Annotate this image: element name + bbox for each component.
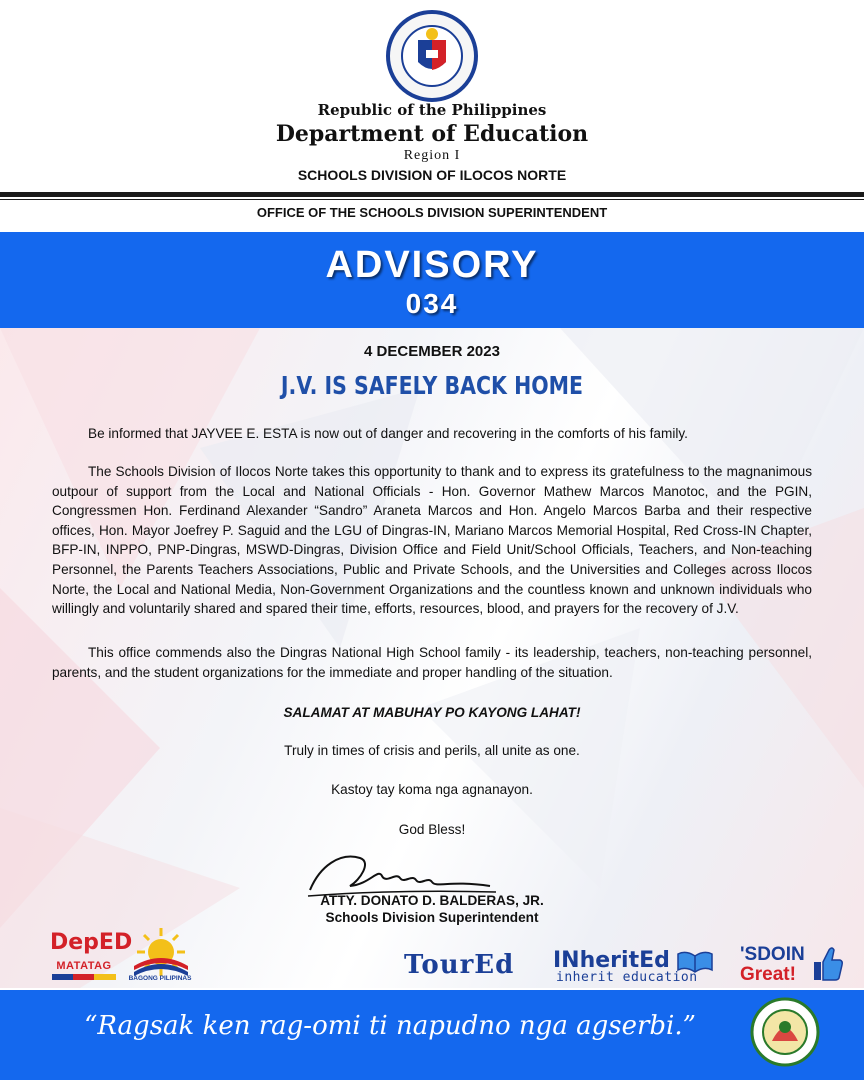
signatory-title: Schools Division Superintendent bbox=[325, 910, 539, 925]
matatag-label: MATATAG bbox=[56, 960, 112, 972]
paragraph-3: This office commends also the Dingras National High School family - its leadership, teachers, non-teaching personnel, parents, and the student organizations for the immediate and proper handling of the situation. bbox=[52, 645, 812, 680]
deped-seal-icon bbox=[376, 10, 488, 102]
inherited-logo: INheritEd bbox=[553, 948, 670, 973]
advisory-date: 4 DECEMBER 2023 bbox=[364, 343, 500, 360]
bagong-pilipinas-label: BAGONG PILIPINAS bbox=[128, 975, 192, 982]
department-name: Department of Education bbox=[275, 121, 589, 147]
advisory-number: 034 bbox=[405, 288, 459, 319]
closing-salamat: SALAMAT AT MABUHAY PO KAYONG LAHAT! bbox=[283, 705, 581, 720]
thumbs-up-icon bbox=[810, 944, 844, 984]
footer-motto: “Ragsak ken rag-omi ti napudno nga agserbi.” bbox=[84, 1011, 696, 1041]
signatory-name: ATTY. DONATO D. BALDERAS, JR. bbox=[320, 893, 544, 908]
sdo-ilocos-norte-seal-icon bbox=[750, 997, 820, 1067]
deped-logo: DepED bbox=[50, 930, 133, 955]
office-name: OFFICE OF THE SCHOOLS DIVISION SUPERINTENDENT bbox=[256, 205, 608, 220]
closing-kastoy: Kastoy tay koma nga agnanayon. bbox=[331, 782, 533, 797]
advisory-title: ADVISORY bbox=[325, 244, 539, 286]
header-divider-thin bbox=[0, 199, 864, 200]
inherited-subtitle: inherit education bbox=[556, 970, 698, 985]
division-name: SCHOOLS DIVISION OF ILOCOS NORTE bbox=[297, 167, 567, 183]
closing-truly: Truly in times of crisis and perils, all unite as one. bbox=[284, 743, 580, 758]
open-book-icon bbox=[676, 946, 714, 974]
region-line: Region I bbox=[403, 148, 461, 163]
header-divider bbox=[0, 192, 864, 197]
sdoin-logo: 'SDOIN bbox=[740, 944, 805, 965]
paragraph-1: Be informed that JAYVEE E. ESTA is now out of danger and recovering in the comforts of his family. bbox=[88, 426, 688, 441]
advisory-headline: J.V. IS SAFELY BACK HOME bbox=[280, 371, 584, 400]
republic-line: Republic of the Philippines bbox=[317, 101, 547, 119]
sdoin-great: Great! bbox=[740, 964, 796, 985]
matatag-strip bbox=[52, 974, 116, 980]
paragraph-2: The Schools Division of Ilocos Norte takes this opportunity to thank and to express its gratefulness to the magnanimous outpour of support from the Local and National Officials - Hon. Governor Mathew Marcos Manotoc, and the PGIN, Congressmen Hon. Ferdinand Alexander “Sandro” Araneta Marcos and Hon. Angelo Marcos Barba and their respective offices, Hon. Mayor Joefrey P. Saguid and the LGU of Dingras-IN, Mariano Marcos Memorial Hospital, Red Cross-IN Chapter, BFP-IN, INPPO, PNP-Dingras, MSWD-Dingras, Division Office and Field Unit/School Officials, Teachers, and Non-teaching Personnel, the Parents Teachers Associations, Public and Private Schools, and the Universities and Colleges across Ilocos Norte, the Local and National Media, Non-Government Organizations and the countless known and unknown individuals who willingly and voluntarily shared and spared their time, efforts, resources, blood, and prayers for the recovery of J.V. bbox=[52, 464, 812, 617]
toured-logo: TourEd bbox=[404, 950, 515, 980]
closing-god-bless: God Bless! bbox=[398, 822, 466, 837]
